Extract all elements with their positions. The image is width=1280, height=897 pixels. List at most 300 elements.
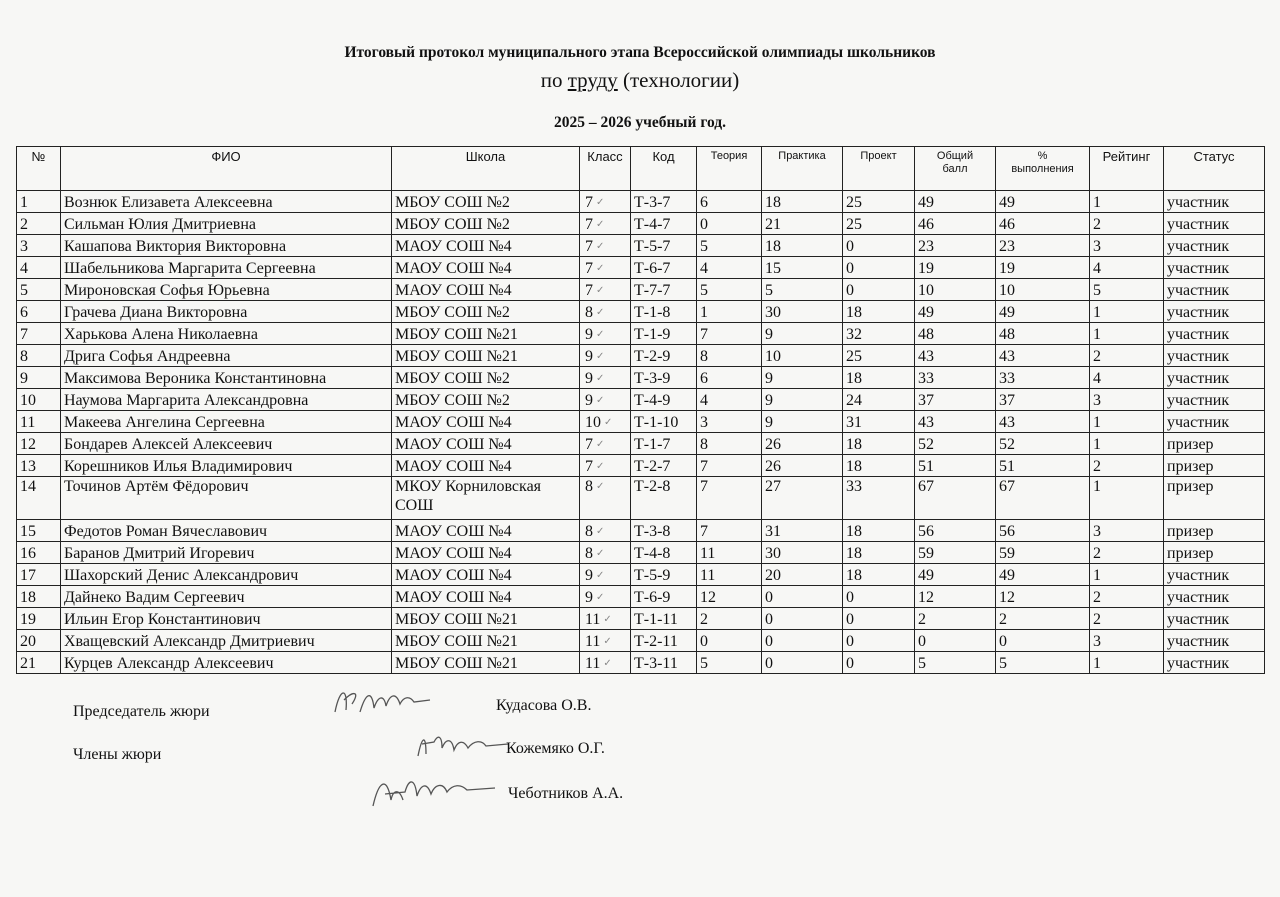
class-value: 10: [585, 414, 601, 431]
cell-fio: Шабельникова Маргарита Сергеевна: [61, 257, 392, 279]
cell-status: призер: [1164, 542, 1265, 564]
cell-status: участник: [1164, 411, 1265, 433]
class-value: 9: [585, 370, 593, 387]
class-value: 8: [585, 545, 593, 562]
cell-code: Т-2-11: [631, 630, 697, 652]
class-value: 9: [585, 567, 593, 584]
cell-total: 10: [915, 279, 996, 301]
cell-theory: 8: [697, 433, 762, 455]
cell-class: [580, 520, 631, 542]
cell-class: [580, 608, 631, 630]
cell-total: 59: [915, 542, 996, 564]
header-percent: [996, 147, 1090, 191]
cell-fio: Корешников Илья Владимирович: [61, 455, 392, 477]
table-row: [17, 345, 1265, 367]
cell-fio: Федотов Роман Вячеславович: [61, 520, 392, 542]
cell-class: [580, 323, 631, 345]
cell-class: [580, 433, 631, 455]
cell-class: [580, 213, 631, 235]
cell-theory: 4: [697, 257, 762, 279]
cell-code: Т-1-10: [631, 411, 697, 433]
check-mark-icon: ✓: [603, 658, 612, 669]
check-mark-icon: ✓: [603, 636, 612, 647]
cell-fio: Точинов Артём Фёдорович: [61, 477, 392, 520]
cell-total: 51: [915, 455, 996, 477]
cell-project: 18: [843, 301, 915, 323]
cell-code: Т-5-7: [631, 235, 697, 257]
cell-class: [580, 542, 631, 564]
cell-class: [580, 279, 631, 301]
table-row: [17, 564, 1265, 586]
member1-signature-icon: [412, 728, 512, 766]
cell-theory: 2: [697, 608, 762, 630]
table-row: [17, 477, 1265, 520]
cell-total: 33: [915, 367, 996, 389]
cell-num: 11: [17, 411, 61, 433]
cell-num: 7: [17, 323, 61, 345]
cell-project: 31: [843, 411, 915, 433]
class-value: 8: [585, 523, 593, 540]
cell-theory: 6: [697, 367, 762, 389]
cell-status: участник: [1164, 564, 1265, 586]
cell-code: Т-2-7: [631, 455, 697, 477]
cell-total: 23: [915, 235, 996, 257]
cell-school: МБОУ СОШ №2: [392, 191, 580, 213]
header-percent-line1: %: [1037, 150, 1048, 162]
cell-school: МАОУ СОШ №4: [392, 520, 580, 542]
cell-num: 12: [17, 433, 61, 455]
subject-underlined: труду: [567, 68, 618, 92]
cell-practice: 9: [762, 323, 843, 345]
cell-theory: 5: [697, 235, 762, 257]
cell-status: участник: [1164, 586, 1265, 608]
cell-fio: Харькова Алена Николаевна: [61, 323, 392, 345]
cell-class: [580, 191, 631, 213]
cell-project: 0: [843, 235, 915, 257]
cell-num: 4: [17, 257, 61, 279]
cell-rating: 1: [1090, 301, 1164, 323]
member2-signature-icon: [365, 770, 500, 815]
cell-num: 16: [17, 542, 61, 564]
cell-fio: Ильин Егор Константинович: [61, 608, 392, 630]
cell-num: 19: [17, 608, 61, 630]
cell-rating: 1: [1090, 433, 1164, 455]
cell-rating: 1: [1090, 411, 1164, 433]
class-value: 8: [585, 304, 593, 321]
cell-practice: 27: [762, 477, 843, 520]
cell-code: Т-6-7: [631, 257, 697, 279]
header-code: Код: [631, 147, 697, 191]
class-value: 7: [585, 194, 593, 211]
cell-status: участник: [1164, 608, 1265, 630]
cell-percent: 46: [996, 213, 1090, 235]
cell-practice: 31: [762, 520, 843, 542]
cell-theory: 7: [697, 323, 762, 345]
cell-rating: 2: [1090, 455, 1164, 477]
cell-fio: Баранов Дмитрий Игоревич: [61, 542, 392, 564]
cell-total: 19: [915, 257, 996, 279]
cell-percent: 43: [996, 345, 1090, 367]
cell-school: МБОУ СОШ №2: [392, 213, 580, 235]
header-total-line1: Общий: [936, 150, 974, 162]
cell-num: 9: [17, 367, 61, 389]
cell-practice: 0: [762, 586, 843, 608]
class-value: 7: [585, 458, 593, 475]
cell-status: участник: [1164, 235, 1265, 257]
cell-num: 2: [17, 213, 61, 235]
check-mark-icon: ✓: [596, 373, 605, 384]
cell-practice: 18: [762, 235, 843, 257]
cell-theory: 4: [697, 389, 762, 411]
check-mark-icon: ✓: [603, 614, 612, 625]
chair-label: Председатель жюри: [73, 703, 210, 720]
cell-code: Т-4-8: [631, 542, 697, 564]
cell-status: участник: [1164, 213, 1265, 235]
cell-rating: 3: [1090, 520, 1164, 542]
school-year: 2025 – 2026 учебный год.: [553, 114, 726, 131]
cell-fio: Кашапова Виктория Викторовна: [61, 235, 392, 257]
cell-project: 0: [843, 586, 915, 608]
cell-project: 25: [843, 213, 915, 235]
check-mark-icon: ✓: [596, 351, 605, 362]
cell-class: [580, 389, 631, 411]
cell-project: 18: [843, 455, 915, 477]
table-row: [17, 411, 1265, 433]
cell-practice: 15: [762, 257, 843, 279]
cell-theory: 1: [697, 301, 762, 323]
class-value: 11: [585, 655, 601, 672]
check-mark-icon: ✓: [596, 481, 605, 492]
cell-total: 67: [915, 477, 996, 520]
cell-code: Т-3-7: [631, 191, 697, 213]
cell-project: 18: [843, 542, 915, 564]
cell-class: [580, 586, 631, 608]
cell-practice: 20: [762, 564, 843, 586]
cell-theory: 0: [697, 213, 762, 235]
cell-percent: 12: [996, 586, 1090, 608]
chair-signature-icon: [330, 682, 440, 722]
cell-status: участник: [1164, 630, 1265, 652]
table-row: [17, 389, 1265, 411]
class-value: 7: [585, 436, 593, 453]
cell-percent: 2: [996, 608, 1090, 630]
cell-fio: Грачева Диана Викторовна: [61, 301, 392, 323]
cell-project: 0: [843, 652, 915, 674]
cell-code: Т-1-9: [631, 323, 697, 345]
cell-rating: 1: [1090, 564, 1164, 586]
cell-percent: 49: [996, 301, 1090, 323]
cell-num: 1: [17, 191, 61, 213]
class-value: 7: [585, 282, 593, 299]
header-total-line2: балл: [942, 163, 968, 175]
cell-class: [580, 630, 631, 652]
cell-status: призер: [1164, 455, 1265, 477]
cell-total: 52: [915, 433, 996, 455]
table-row: [17, 652, 1265, 674]
table-row: [17, 542, 1265, 564]
cell-project: 18: [843, 520, 915, 542]
cell-school: МАОУ СОШ №4: [392, 433, 580, 455]
cell-fio: Наумова Маргарита Александровна: [61, 389, 392, 411]
check-mark-icon: ✓: [596, 241, 605, 252]
table-row: [17, 257, 1265, 279]
cell-code: Т-4-9: [631, 389, 697, 411]
check-mark-icon: ✓: [596, 592, 605, 603]
cell-total: 2: [915, 608, 996, 630]
cell-fio: Шахорский Денис Александрович: [61, 564, 392, 586]
header-rating: Рейтинг: [1090, 147, 1164, 191]
table-row: [17, 279, 1265, 301]
header-num: №: [17, 147, 61, 191]
cell-project: 25: [843, 345, 915, 367]
check-mark-icon: ✓: [596, 329, 605, 340]
cell-theory: 7: [697, 520, 762, 542]
check-mark-icon: ✓: [596, 197, 605, 208]
cell-percent: 49: [996, 191, 1090, 213]
cell-code: Т-1-8: [631, 301, 697, 323]
cell-school: МБОУ СОШ №21: [392, 323, 580, 345]
cell-school: МБОУ СОШ №21: [392, 652, 580, 674]
cell-num: 10: [17, 389, 61, 411]
table-row: [17, 213, 1265, 235]
cell-rating: 2: [1090, 586, 1164, 608]
cell-project: 0: [843, 279, 915, 301]
cell-num: 18: [17, 586, 61, 608]
cell-fio: Хващевский Александр Дмитриевич: [61, 630, 392, 652]
cell-percent: 49: [996, 564, 1090, 586]
cell-class: [580, 345, 631, 367]
subject-suffix: (технологии): [617, 68, 740, 92]
member2-name: Чеботников А.А.: [508, 785, 624, 802]
cell-school: МАОУ СОШ №4: [392, 455, 580, 477]
cell-theory: 7: [697, 477, 762, 520]
check-mark-icon: ✓: [596, 461, 605, 472]
cell-school: МАОУ СОШ №4: [392, 586, 580, 608]
cell-practice: 30: [762, 542, 843, 564]
table-row: [17, 630, 1265, 652]
cell-practice: 9: [762, 367, 843, 389]
cell-num: 3: [17, 235, 61, 257]
cell-school: МБОУ СОШ №2: [392, 389, 580, 411]
cell-class: [580, 257, 631, 279]
table-row: [17, 586, 1265, 608]
subject-prefix: по: [540, 68, 568, 92]
cell-practice: 0: [762, 608, 843, 630]
cell-project: 33: [843, 477, 915, 520]
cell-num: 20: [17, 630, 61, 652]
cell-rating: 1: [1090, 191, 1164, 213]
cell-code: Т-2-8: [631, 477, 697, 520]
check-mark-icon: ✓: [596, 526, 605, 537]
class-value: 9: [585, 589, 593, 606]
cell-rating: 2: [1090, 345, 1164, 367]
cell-percent: 0: [996, 630, 1090, 652]
cell-total: 49: [915, 191, 996, 213]
cell-rating: 3: [1090, 630, 1164, 652]
cell-practice: 0: [762, 652, 843, 674]
cell-code: Т-3-9: [631, 367, 697, 389]
members-label: Члены жюри: [73, 746, 162, 763]
header-percent-line2: выполнения: [1011, 163, 1074, 175]
cell-rating: 3: [1090, 389, 1164, 411]
cell-theory: 0: [697, 630, 762, 652]
cell-class: [580, 652, 631, 674]
cell-rating: 2: [1090, 542, 1164, 564]
cell-theory: 11: [697, 542, 762, 564]
class-value: 11: [585, 633, 601, 650]
cell-fio: Мироновская Софья Юрьевна: [61, 279, 392, 301]
cell-num: 8: [17, 345, 61, 367]
check-mark-icon: ✓: [604, 417, 613, 428]
cell-fio: Вознюк Елизавета Алексеевна: [61, 191, 392, 213]
cell-code: Т-1-7: [631, 433, 697, 455]
cell-fio: Дрига Софья Андреевна: [61, 345, 392, 367]
cell-class: [580, 367, 631, 389]
check-mark-icon: ✓: [596, 263, 605, 274]
cell-num: 5: [17, 279, 61, 301]
table-row: [17, 191, 1265, 213]
cell-theory: 11: [697, 564, 762, 586]
protocol-title: Итоговый протокол муниципального этапа Всероссийской олимпиады школьников: [344, 44, 936, 61]
cell-theory: 6: [697, 191, 762, 213]
class-value: 7: [585, 238, 593, 255]
cell-project: 0: [843, 257, 915, 279]
cell-project: 18: [843, 564, 915, 586]
header-status: Статус: [1164, 147, 1265, 191]
cell-status: участник: [1164, 301, 1265, 323]
cell-total: 46: [915, 213, 996, 235]
cell-practice: 26: [762, 433, 843, 455]
cell-status: призер: [1164, 520, 1265, 542]
cell-percent: 19: [996, 257, 1090, 279]
cell-theory: 3: [697, 411, 762, 433]
cell-code: Т-5-9: [631, 564, 697, 586]
cell-percent: 23: [996, 235, 1090, 257]
cell-theory: 5: [697, 652, 762, 674]
cell-percent: 33: [996, 367, 1090, 389]
class-value: 9: [585, 348, 593, 365]
cell-class: [580, 477, 631, 520]
cell-status: призер: [1164, 433, 1265, 455]
cell-rating: 1: [1090, 477, 1164, 520]
table-row: [17, 323, 1265, 345]
header-fio: ФИО: [61, 147, 392, 191]
cell-school: МАОУ СОШ №4: [392, 257, 580, 279]
cell-num: 6: [17, 301, 61, 323]
table-row: [17, 520, 1265, 542]
cell-project: 0: [843, 630, 915, 652]
cell-rating: 3: [1090, 235, 1164, 257]
cell-project: 25: [843, 191, 915, 213]
class-value: 7: [585, 260, 593, 277]
cell-percent: 43: [996, 411, 1090, 433]
class-value: 9: [585, 326, 593, 343]
cell-num: 17: [17, 564, 61, 586]
cell-status: участник: [1164, 191, 1265, 213]
cell-percent: 56: [996, 520, 1090, 542]
cell-status: участник: [1164, 389, 1265, 411]
cell-practice: 9: [762, 411, 843, 433]
cell-project: 0: [843, 608, 915, 630]
table-row: [17, 301, 1265, 323]
cell-school: МБОУ СОШ №21: [392, 608, 580, 630]
cell-practice: 0: [762, 630, 843, 652]
cell-class: [580, 455, 631, 477]
cell-school: МБОУ СОШ №21: [392, 345, 580, 367]
cell-practice: 9: [762, 389, 843, 411]
cell-percent: 59: [996, 542, 1090, 564]
header-theory: Теория: [697, 147, 762, 191]
cell-total: 12: [915, 586, 996, 608]
cell-total: 0: [915, 630, 996, 652]
cell-school: МАОУ СОШ №4: [392, 564, 580, 586]
cell-practice: 5: [762, 279, 843, 301]
header-school: Школа: [392, 147, 580, 191]
header-project: Проект: [843, 147, 915, 191]
cell-total: 43: [915, 345, 996, 367]
check-mark-icon: ✓: [596, 219, 605, 230]
cell-project: 32: [843, 323, 915, 345]
cell-code: Т-6-9: [631, 586, 697, 608]
cell-school: МАОУ СОШ №4: [392, 542, 580, 564]
cell-num: 15: [17, 520, 61, 542]
cell-total: 56: [915, 520, 996, 542]
cell-practice: 30: [762, 301, 843, 323]
cell-code: Т-2-9: [631, 345, 697, 367]
cell-num: 13: [17, 455, 61, 477]
table-row: [17, 235, 1265, 257]
cell-school: МБОУ СОШ №2: [392, 367, 580, 389]
cell-rating: 5: [1090, 279, 1164, 301]
cell-code: Т-4-7: [631, 213, 697, 235]
cell-num: 21: [17, 652, 61, 674]
cell-fio: Курцев Александр Алексеевич: [61, 652, 392, 674]
cell-fio: Сильман Юлия Дмитриевна: [61, 213, 392, 235]
check-mark-icon: ✓: [596, 395, 605, 406]
cell-practice: 10: [762, 345, 843, 367]
cell-fio: Бондарев Алексей Алексеевич: [61, 433, 392, 455]
cell-percent: 10: [996, 279, 1090, 301]
cell-practice: 18: [762, 191, 843, 213]
cell-percent: 52: [996, 433, 1090, 455]
cell-class: [580, 301, 631, 323]
class-value: 9: [585, 392, 593, 409]
cell-school: МАОУ СОШ №4: [392, 235, 580, 257]
check-mark-icon: ✓: [596, 548, 605, 559]
cell-rating: 4: [1090, 257, 1164, 279]
cell-project: 24: [843, 389, 915, 411]
header-total: [915, 147, 996, 191]
cell-total: 43: [915, 411, 996, 433]
cell-class: [580, 235, 631, 257]
cell-code: Т-3-11: [631, 652, 697, 674]
table-row: [17, 433, 1265, 455]
check-mark-icon: ✓: [596, 439, 605, 450]
cell-percent: 51: [996, 455, 1090, 477]
chair-name: Кудасова О.В.: [496, 697, 592, 714]
check-mark-icon: ✓: [596, 570, 605, 581]
cell-fio: Максимова Вероника Константиновна: [61, 367, 392, 389]
cell-school: МКОУ Корниловская СОШ: [392, 477, 580, 520]
cell-rating: 1: [1090, 652, 1164, 674]
cell-total: 37: [915, 389, 996, 411]
cell-school: МАОУ СОШ №4: [392, 279, 580, 301]
cell-total: 49: [915, 301, 996, 323]
cell-rating: 1: [1090, 323, 1164, 345]
cell-practice: 21: [762, 213, 843, 235]
cell-fio: Макеева Ангелина Сергеевна: [61, 411, 392, 433]
header-practice: Практика: [762, 147, 843, 191]
